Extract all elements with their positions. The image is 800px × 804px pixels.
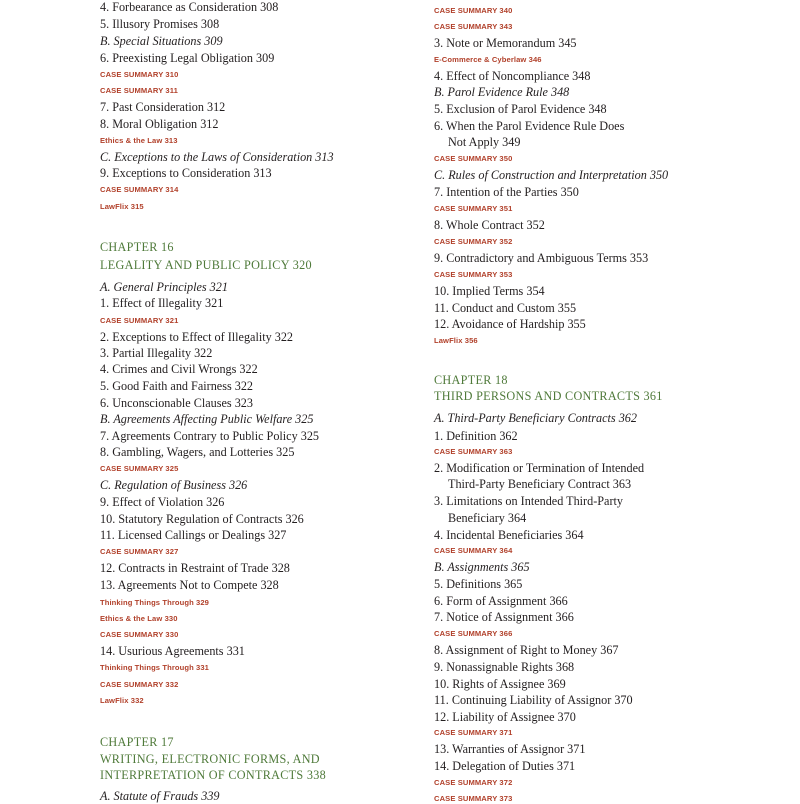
feature-tag: CASE SUMMARY 372 — [434, 778, 513, 787]
toc-entry: 6. Preexisting Legal Obligation 309 — [100, 51, 275, 65]
feature-tag: CASE SUMMARY 352 — [434, 237, 513, 246]
feature-tag: CASE SUMMARY 325 — [100, 464, 179, 473]
toc-entry: 3. Note or Memorandum 345 — [434, 36, 577, 50]
feature-tag: E-Commerce & Cyberlaw 346 — [434, 55, 542, 64]
feature-tag: CASE SUMMARY 327 — [100, 547, 179, 556]
toc-entry: 9. Nonassignable Rights 368 — [434, 660, 575, 674]
section-heading: A. General Principles 321 — [100, 280, 228, 294]
section-heading: C. Exceptions to the Laws of Consideration 313 — [100, 150, 334, 164]
feature-tag: Thinking Things Through 329 — [100, 598, 210, 607]
feature-tag: LawFlix 315 — [100, 202, 144, 211]
toc-entry: 8. Gambling, Wagers, and Lotteries 325 — [100, 445, 295, 459]
feature-tag: CASE SUMMARY 311 — [100, 86, 178, 95]
toc-entry: 11. Licensed Callings or Dealings 327 — [100, 528, 287, 542]
toc-entry: 12. Avoidance of Hardship 355 — [434, 317, 586, 331]
toc-entry: 7. Past Consideration 312 — [100, 100, 226, 114]
toc-entry: 10. Rights of Assignee 369 — [434, 677, 566, 691]
feature-tag: Thinking Things Through 331 — [100, 663, 210, 672]
feature-tag: LawFlix 356 — [434, 336, 478, 345]
toc-entry-continuation: Beneficiary 364 — [448, 511, 527, 525]
feature-tag: CASE SUMMARY 373 — [434, 794, 513, 803]
toc-entry: 10. Statutory Regulation of Contracts 326 — [100, 512, 304, 526]
section-heading: A. Third-Party Beneficiary Contracts 362 — [434, 411, 637, 425]
toc-entry: 11. Continuing Liability of Assignor 370 — [434, 693, 633, 707]
toc-entry: 6. Unconscionable Clauses 323 — [100, 396, 253, 410]
chapter-heading: INTERPRETATION OF CONTRACTS 338 — [100, 768, 327, 782]
toc-entry: 9. Contradictory and Ambiguous Terms 353 — [434, 251, 649, 265]
toc-entry: 4. Forbearance as Consideration 308 — [100, 0, 279, 14]
toc-entry: 1. Definition 362 — [434, 429, 518, 443]
feature-tag: CASE SUMMARY 351 — [434, 204, 513, 213]
feature-tag: CASE SUMMARY 310 — [100, 70, 179, 79]
toc-entry: 5. Good Faith and Fairness 322 — [100, 379, 254, 393]
section-heading: B. Assignments 365 — [434, 560, 530, 574]
toc-entry: 5. Definitions 365 — [434, 577, 523, 591]
toc-entry: 12. Liability of Assignee 370 — [434, 710, 576, 724]
chapter-heading: LEGALITY AND PUBLIC POLICY 320 — [100, 258, 312, 272]
feature-tag: CASE SUMMARY 343 — [434, 22, 513, 31]
feature-tag: Ethics & the Law 330 — [100, 614, 178, 623]
section-heading: C. Rules of Construction and Interpretation 350 — [434, 168, 669, 182]
section-heading: C. Regulation of Business 326 — [100, 478, 248, 492]
toc-entry: 3. Partial Illegality 322 — [100, 346, 213, 360]
section-heading: A. Statute of Frauds 339 — [100, 789, 220, 803]
toc-entry: 13. Warranties of Assignor 371 — [434, 742, 586, 756]
chapter-heading: CHAPTER 17 — [100, 735, 174, 749]
feature-tag: CASE SUMMARY 340 — [434, 6, 513, 15]
toc-entry: 9. Effect of Violation 326 — [100, 495, 225, 509]
feature-tag: CASE SUMMARY 314 — [100, 185, 179, 194]
feature-tag: CASE SUMMARY 363 — [434, 447, 513, 456]
toc-entry-continuation: Not Apply 349 — [448, 135, 521, 149]
feature-tag: CASE SUMMARY 371 — [434, 728, 513, 737]
chapter-heading: CHAPTER 18 — [434, 373, 508, 387]
feature-tag: CASE SUMMARY 353 — [434, 270, 513, 279]
toc-entry: 5. Exclusion of Parol Evidence 348 — [434, 102, 607, 116]
feature-tag: CASE SUMMARY 330 — [100, 630, 179, 639]
chapter-heading: CHAPTER 16 — [100, 240, 174, 254]
toc-entry: 8. Whole Contract 352 — [434, 218, 545, 232]
toc-entry: 4. Effect of Noncompliance 348 — [434, 69, 591, 83]
section-heading: B. Special Situations 309 — [100, 34, 223, 48]
toc-entry: 10. Implied Terms 354 — [434, 284, 545, 298]
feature-tag: LawFlix 332 — [100, 696, 144, 705]
chapter-heading: WRITING, ELECTRONIC FORMS, AND — [100, 752, 320, 766]
toc-entry: 2. Exceptions to Effect of Illegality 322 — [100, 330, 294, 344]
toc-entry-continuation: Third-Party Beneficiary Contract 363 — [448, 477, 632, 491]
toc-entry: 9. Exceptions to Consideration 313 — [100, 166, 272, 180]
toc-entry: 4. Crimes and Civil Wrongs 322 — [100, 362, 258, 376]
toc-entry: 1. Effect of Illegality 321 — [100, 296, 224, 310]
section-heading: B. Parol Evidence Rule 348 — [434, 85, 570, 99]
toc-entry: 13. Agreements Not to Compete 328 — [100, 578, 279, 592]
toc-entry: 14. Usurious Agreements 331 — [100, 644, 245, 658]
toc-entry: 3. Limitations on Intended Third-Party — [434, 494, 623, 508]
section-heading: B. Agreements Affecting Public Welfare 325 — [100, 412, 314, 426]
toc-entry: 12. Contracts in Restraint of Trade 328 — [100, 561, 290, 575]
toc-entry: 7. Intention of the Parties 350 — [434, 185, 579, 199]
toc-entry: 11. Conduct and Custom 355 — [434, 301, 577, 315]
toc-entry: 6. Form of Assignment 366 — [434, 594, 568, 608]
feature-tag: Ethics & the Law 313 — [100, 136, 178, 145]
toc-entry: 2. Modification or Termination of Intended — [434, 461, 645, 475]
chapter-heading: THIRD PERSONS AND CONTRACTS 361 — [434, 389, 663, 403]
toc-entry: 7. Agreements Contrary to Public Policy 325 — [100, 429, 320, 443]
toc-entry: 7. Notice of Assignment 366 — [434, 610, 574, 624]
toc-entry: 14. Delegation of Duties 371 — [434, 759, 576, 773]
toc-entry: 8. Assignment of Right to Money 367 — [434, 643, 619, 657]
feature-tag: CASE SUMMARY 350 — [434, 154, 513, 163]
toc-entry: 6. When the Parol Evidence Rule Does — [434, 119, 625, 133]
toc-entry: 5. Illusory Promises 308 — [100, 17, 220, 31]
feature-tag: CASE SUMMARY 321 — [100, 316, 179, 325]
toc-entry: 8. Moral Obligation 312 — [100, 117, 219, 131]
feature-tag: CASE SUMMARY 364 — [434, 546, 513, 555]
feature-tag: CASE SUMMARY 366 — [434, 629, 513, 638]
feature-tag: CASE SUMMARY 332 — [100, 680, 179, 689]
toc-entry: 4. Incidental Beneficiaries 364 — [434, 528, 584, 542]
